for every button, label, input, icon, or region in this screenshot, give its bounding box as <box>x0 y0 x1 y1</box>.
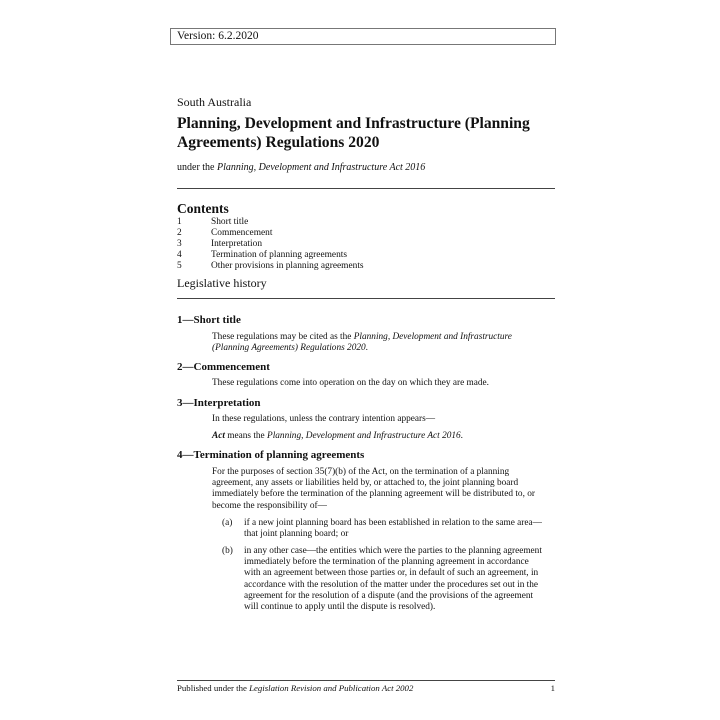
item-label: (a) <box>222 518 233 528</box>
section-text: For the purposes of section 35(7)(b) of the Act, on the termination of a planning agreement, any assets or liabilities held by, or attached to, the joint planning board immediately before the termination of the planning agreement will be distributed to, or become the responsibility of— <box>212 467 535 511</box>
contents-heading: Contents <box>177 201 229 216</box>
toc-label: Other provisions in planning agreements <box>211 261 364 271</box>
legislative-history-link[interactable]: Legislative history <box>177 276 267 290</box>
divider <box>177 188 555 189</box>
text-run: Published under the <box>177 683 250 693</box>
section-heading: 2—Commencement <box>177 361 270 373</box>
toc-label: Commencement <box>211 228 273 238</box>
under-prefix: under the <box>177 162 217 173</box>
toc-item[interactable] <box>177 228 557 239</box>
item-text: in any other case—the entities which were the parties to the planning agreement immediately before the termination of the planning agreement in accordance with an agreement between those parties or, in default of such an agreement, in accordance with the resolution of the matter under the procedures set out in the agreement for the resolution of a dispute (and the provisions of the agreement will continue to apply until the dispute is resolved). <box>244 546 542 613</box>
toc-item[interactable] <box>177 217 557 228</box>
list-item <box>222 546 542 613</box>
toc-item[interactable] <box>177 239 557 250</box>
toc-label: Interpretation <box>211 239 263 249</box>
regulation-title: Planning, Development and Infrastructure (Planning Agreements) Regulations 2020 <box>177 115 530 151</box>
section-text: In these regulations, unless the contrary intention appears— <box>212 414 436 424</box>
item-text: if a new joint planning board has been established in relation to the same area—that joint planning board; or <box>244 518 542 540</box>
divider <box>177 298 555 299</box>
defined-term: Act <box>212 431 225 441</box>
toc-number: 1 <box>177 217 182 227</box>
table-of-contents <box>177 217 557 272</box>
publication-act-name: Legislation Revision and Publication Act 2002 <box>249 683 414 693</box>
section-heading: 4—Termination of planning agreements <box>177 449 365 461</box>
section-heading: 1—Short title <box>177 314 241 326</box>
publisher-note <box>177 683 413 693</box>
toc-number: 4 <box>177 250 182 260</box>
section-text <box>212 332 542 354</box>
toc-number: 3 <box>177 239 182 249</box>
jurisdiction: South Australia <box>177 95 252 109</box>
section-text: These regulations come into operation on the day on which they are made. <box>212 378 490 388</box>
page-footer <box>177 683 555 693</box>
footer-divider <box>177 680 555 681</box>
toc-number: 2 <box>177 228 182 238</box>
enabling-act-name: Planning, Development and Infrastructure Act 2016 <box>217 162 426 173</box>
citation-title: Planning, Development and Infrastructure (Planning Agreements) Regulations 2020 <box>212 332 512 354</box>
toc-item[interactable] <box>177 250 557 261</box>
definition <box>212 431 542 442</box>
toc-item[interactable] <box>177 261 557 272</box>
text-run: . <box>460 431 463 441</box>
toc-label: Short title <box>211 217 249 227</box>
item-label: (b) <box>222 546 233 556</box>
act-name: Planning, Development and Infrastructure Act 2016 <box>267 431 461 441</box>
text-run: means the <box>224 431 268 441</box>
version-label: Version: 6.2.2020 <box>170 28 556 45</box>
section-heading: 3—Interpretation <box>177 397 261 409</box>
page-number: 1 <box>550 683 555 693</box>
text-run: These regulations may be cited as the <box>212 332 354 342</box>
toc-number: 5 <box>177 261 182 271</box>
list-item <box>222 518 542 540</box>
text-run: . <box>365 343 368 354</box>
toc-label: Termination of planning agreements <box>211 250 348 260</box>
enabling-act-line <box>177 162 425 173</box>
